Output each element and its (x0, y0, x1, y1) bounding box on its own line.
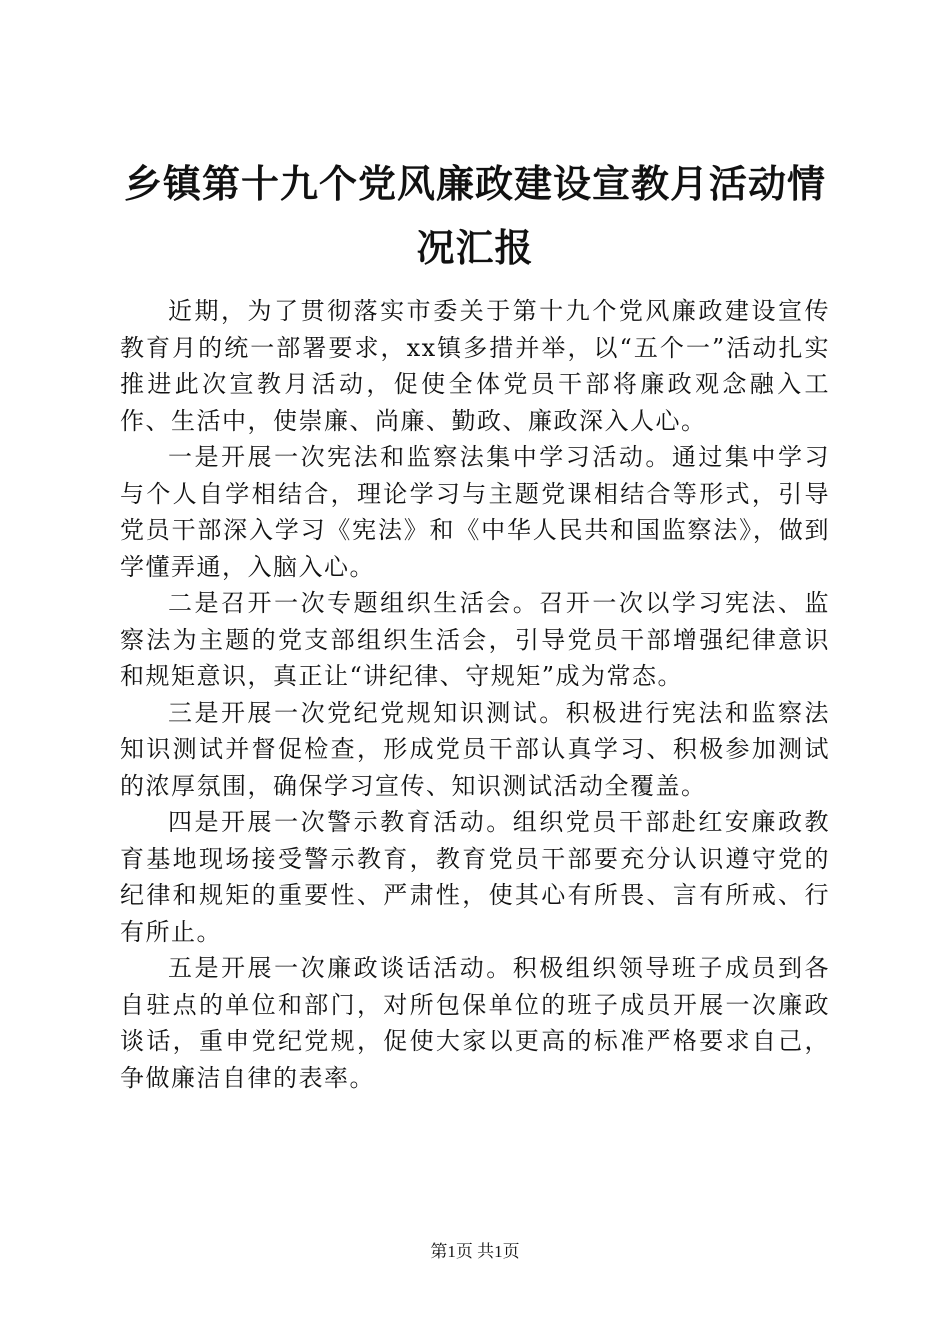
document-title: 乡镇第十九个党风廉政建设宣教月活动情况汇报 (123, 161, 826, 270)
paragraph-item-1: 一是开展一次宪法和监察法集中学习活动。通过集中学习与个人自学相结合，理论学习与主题党课相结合等形式，引导党员干部深入学习《宪法》和《中华人民共和国监察法》，做到学懂弄通，入脑入心。 (120, 443, 830, 581)
page-number-footer: 第1页 共1页 (430, 1242, 520, 1261)
paragraph-intro: 近期，为了贯彻落实市委关于第十九个党风廉政建设宣传教育月的统一部署要求，xx镇多措并举，以“五个一”活动扎实推进此次宣教月活动，促使全体党员干部将廉政观念融入工作、生活中，使崇廉、尚廉、勤政、廉政深入人心。 (120, 297, 830, 435)
paragraph-item-5: 五是开展一次廉政谈话活动。积极组织领导班子成员到各自驻点的单位和部门，对所包保单位的班子成员开展一次廉政谈话，重申党纪党规，促使大家以更高的标准严格要求自己，争做廉洁自律的表率。 (120, 954, 830, 1092)
document-body (120, 293, 830, 1096)
paragraph-item-3: 三是开展一次党纪党规知识测试。积极进行宪法和监察法知识测试并督促检查，形成党员干部认真学习、积极参加测试的浓厚氛围，确保学习宣传、知识测试活动全覆盖。 (120, 698, 830, 800)
paragraph-item-2: 二是召开一次专题组织生活会。召开一次以学习宪法、监察法为主题的党支部组织生活会，引导党员干部增强纪律意识和规矩意识，真正让“讲纪律、守规矩”成为常态。 (120, 589, 830, 690)
paragraph-item-4: 四是开展一次警示教育活动。组织党员干部赴红安廉政教育基地现场接受警示教育，教育党员干部要充分认识遵守党的纪律和规矩的重要性、严肃性，使其心有所畏、言有所戒、行有所止。 (120, 808, 830, 946)
